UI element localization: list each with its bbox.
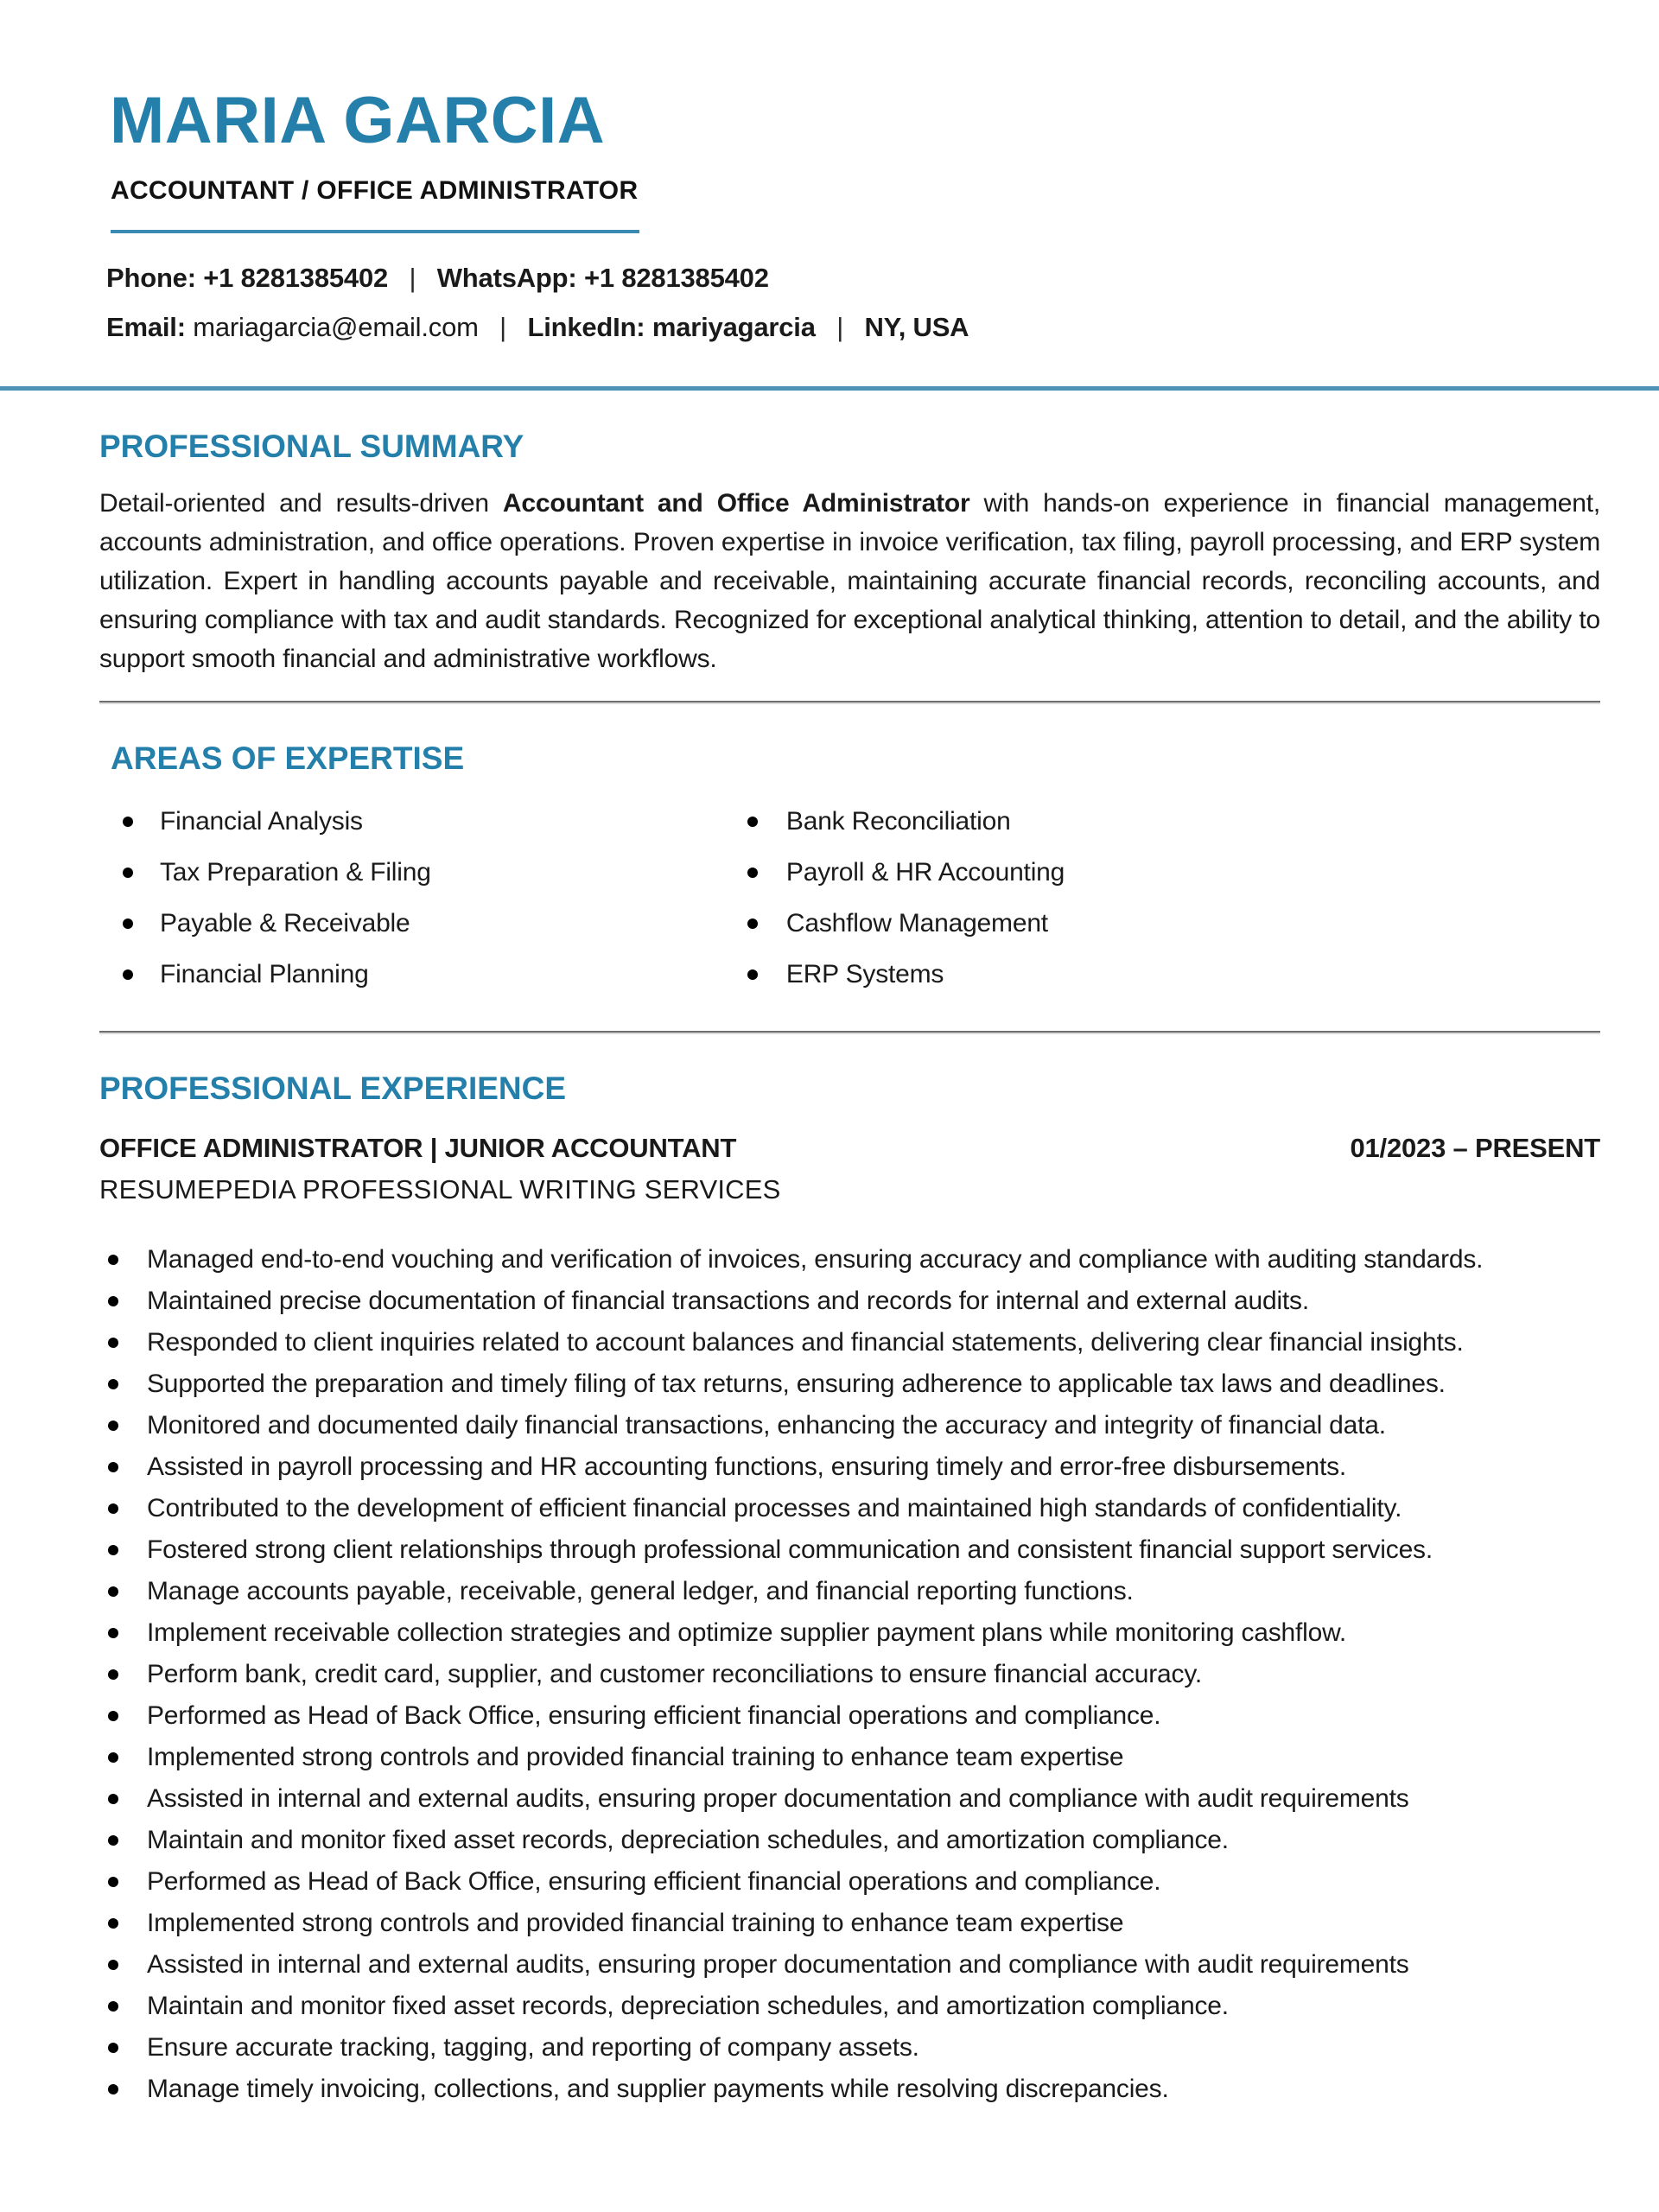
linkedin-label: LinkedIn: (527, 311, 645, 342)
list-item: Implement receivable collection strategies and optimize supplier payment plans while monitoring cashflow. (99, 1615, 1600, 1651)
list-item: Performed as Head of Back Office, ensuring efficient financial operations and compliance. (99, 1864, 1600, 1900)
list-item: Payable & Receivable (99, 906, 745, 941)
separator: | (409, 262, 416, 293)
list-item: Assisted in internal and external audits, ensuring proper documentation and compliance with audit requirements (99, 1781, 1600, 1817)
contact-line-email (106, 312, 1600, 343)
contact-line-phone (106, 263, 1600, 294)
list-item: Bank Reconciliation (745, 804, 1600, 839)
email-label: Email: (106, 311, 186, 342)
list-item: Assisted in payroll processing and HR accounting functions, ensuring timely and error-free disbursements. (99, 1449, 1600, 1485)
list-item: Payroll & HR Accounting (745, 855, 1600, 890)
expertise-list-left (99, 804, 745, 992)
list-item: Supported the preparation and timely filing of tax returns, ensuring adherence to applicable tax laws and deadlines. (99, 1366, 1600, 1402)
list-item: Financial Analysis (99, 804, 745, 839)
divider-gray-1 (99, 701, 1600, 702)
divider-teal (0, 386, 1659, 391)
contact-block (106, 263, 1600, 343)
email-value: mariagarcia@email.com (193, 311, 479, 342)
company-name: RESUMEPEDIA PROFESSIONAL WRITING SERVICES (99, 1173, 781, 1205)
divider-gray-2 (99, 1031, 1600, 1033)
candidate-title: ACCOUNTANT / OFFICE ADMINISTRATOR (111, 175, 639, 205)
list-item: Maintained precise documentation of financial transactions and records for internal and external audits. (99, 1283, 1600, 1319)
list-item: Ensure accurate tracking, tagging, and reporting of company assets. (99, 2030, 1600, 2066)
list-item: Implemented strong controls and provided financial training to enhance team expertise (99, 1905, 1600, 1942)
whatsapp-label: WhatsApp: (436, 262, 577, 293)
section-heading-summary: PROFESSIONAL SUMMARY (99, 428, 524, 464)
list-item: Performed as Head of Back Office, ensuring efficient financial operations and compliance. (99, 1698, 1600, 1734)
list-item: ERP Systems (745, 957, 1600, 992)
list-item: Managed end-to-end vouching and verification of invoices, ensuring accuracy and compliance with auditing standards. (99, 1242, 1600, 1278)
separator: | (499, 311, 507, 342)
summary-text-after: with hands-on experience in financial management, accounts administration, and office operations. Proven expertise in invoice verification, tax filing, payroll processing, and ERP system utilization. Expert in handling accounts payable and receivable, maintaining accurate financial records, reconciling accounts, and ensuring compliance with tax and audit standards. Recognized for exceptional analytical thinking, attention to detail, and the ability to support smooth financial and administrative workflows. (99, 488, 1600, 673)
list-item: Manage accounts payable, receivable, general ledger, and financial reporting functions. (99, 1573, 1600, 1610)
expertise-columns (99, 804, 1600, 1008)
title-underline (111, 230, 639, 233)
summary-text-bold: Accountant and Office Administrator (502, 488, 970, 518)
job-dates: 01/2023 – PRESENT (1350, 1132, 1600, 1163)
phone-value: +1 8281385402 (203, 262, 389, 293)
list-item: Maintain and monitor fixed asset records, depreciation schedules, and amortization compliance. (99, 1988, 1600, 2024)
section-heading-experience: PROFESSIONAL EXPERIENCE (99, 1070, 567, 1106)
phone-label: Phone: (106, 262, 196, 293)
location-value: NY, USA (864, 311, 969, 342)
list-item: Assisted in internal and external audits, ensuring proper documentation and compliance with audit requirements (99, 1947, 1600, 1983)
experience-bullet-list (99, 1242, 1600, 2107)
list-item: Cashflow Management (745, 906, 1600, 941)
linkedin-value: mariyagarcia (652, 311, 816, 342)
section-heading-expertise: AREAS OF EXPERTISE (111, 740, 465, 776)
expertise-column-left (99, 804, 745, 1008)
list-item: Tax Preparation & Filing (99, 855, 745, 890)
summary-text-before: Detail-oriented and results-driven (99, 488, 503, 518)
list-item: Implemented strong controls and provided financial training to enhance team expertise (99, 1739, 1600, 1776)
list-item: Monitored and documented daily financial transactions, enhancing the accuracy and integrity of financial data. (99, 1408, 1600, 1444)
list-item: Contributed to the development of efficient financial processes and maintained high standards of confidentiality. (99, 1491, 1600, 1527)
list-item: Manage timely invoicing, collections, and supplier payments while resolving discrepancies. (99, 2071, 1600, 2107)
list-item: Financial Planning (99, 957, 745, 992)
candidate-name: MARIA GARCIA (110, 84, 606, 157)
list-item: Perform bank, credit card, supplier, and customer reconciliations to ensure financial accuracy. (99, 1656, 1600, 1693)
expertise-list-right (745, 804, 1600, 992)
separator: | (836, 311, 844, 342)
job-title: OFFICE ADMINISTRATOR | JUNIOR ACCOUNTANT (99, 1132, 737, 1163)
expertise-column-right (745, 804, 1600, 1008)
whatsapp-value: +1 8281385402 (583, 262, 769, 293)
list-item: Responded to client inquiries related to account balances and financial statements, delivering clear financial insights. (99, 1325, 1600, 1361)
job-header-row (99, 1133, 1600, 1164)
list-item: Maintain and monitor fixed asset records, depreciation schedules, and amortization compliance. (99, 1822, 1600, 1859)
list-item: Fostered strong client relationships through professional communication and consistent financial support services. (99, 1532, 1600, 1568)
summary-paragraph (99, 484, 1600, 678)
